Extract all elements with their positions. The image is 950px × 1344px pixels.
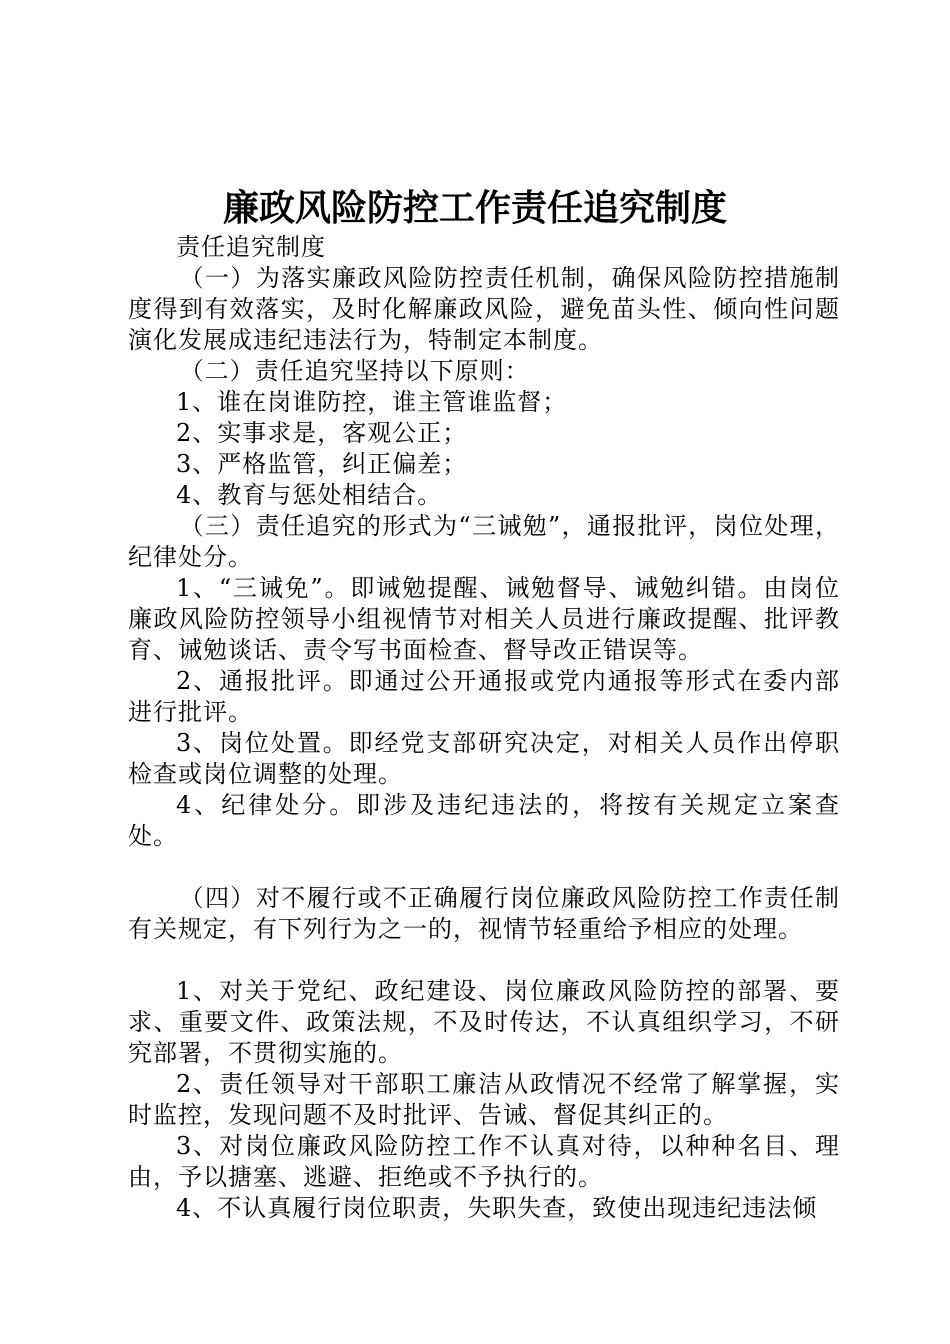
paragraph-behavior-4: 4、不认真履行岗位职责，失职失查，致使出现违纪违法倾 [176, 1194, 818, 1222]
document-body [128, 232, 840, 1224]
paragraph-principle-4: 4、教育与惩处相结合。 [176, 481, 443, 509]
paragraph-behavior-1: 1、对关于党纪、政纪建设、岗位廉政风险防控的部署、要求、重要文件、政策法规，不及时传达，不认真组织学习，不研究部署，不贯彻实施的。 [128, 977, 840, 1067]
blank-line [128, 945, 840, 976]
paragraph-principle-2: 2、实事求是，客观公正； [176, 419, 468, 447]
paragraph-section-3: （三）责任追究的形式为“三诫勉”，通报批评，岗位处理，纪律处分。 [128, 512, 840, 571]
blank-line [128, 852, 840, 883]
paragraph-form-2: 2、通报批评。即通过公开通报或党内通报等形式在委内部进行批评。 [128, 667, 840, 726]
paragraph-form-3: 3、岗位处置。即经党支部研究决定，对相关人员作出停职检查或岗位调整的处理。 [128, 729, 840, 788]
paragraph-section-4: （四）对不履行或不正确履行岗位廉政风险防控工作责任制有关规定，有下列行为之一的，视情节轻重给予相应的处理。 [128, 884, 840, 943]
paragraph-section-2: （二）责任追究坚持以下原则： [179, 357, 530, 385]
paragraph-behavior-2: 2、责任领导对干部职工廉洁从政情况不经常了解掌握，实时监控，发现问题不及时批评、告诫、督促其纠正的。 [128, 1070, 840, 1129]
paragraph-form-4: 4、纪律处分。即涉及违纪违法的，将按有关规定立案查处。 [128, 791, 840, 850]
paragraph-subtitle: 责任追究制度 [176, 233, 326, 261]
paragraph-principle-3: 3、严格监管，纠正偏差； [176, 450, 468, 478]
paragraph-behavior-3: 3、对岗位廉政风险防控工作不认真对待，以种种名目、理由，予以搪塞、逃避、拒绝或不予执行的。 [128, 1132, 840, 1191]
document-title: 廉政风险防控工作责任追究制度 [222, 187, 727, 229]
paragraph-principle-1: 1、谁在岗谁防控，谁主管谁监督； [176, 388, 568, 416]
paragraph-form-1: 1、“三诫免”。即诫勉提醒、诫勉督导、诫勉纠错。由岗位廉政风险防控领导小组视情节对相关人员进行廉政提醒、批评教育、诫勉谈话、责令写书面检查、督导改正错误等。 [128, 574, 840, 664]
paragraph-section-1: （一）为落实廉政风险防控责任机制，确保风险防控措施制度得到有效落实，及时化解廉政风险，避免苗头性、倾向性问题演化发展成违纪违法行为，特制定本制度。 [128, 264, 840, 354]
